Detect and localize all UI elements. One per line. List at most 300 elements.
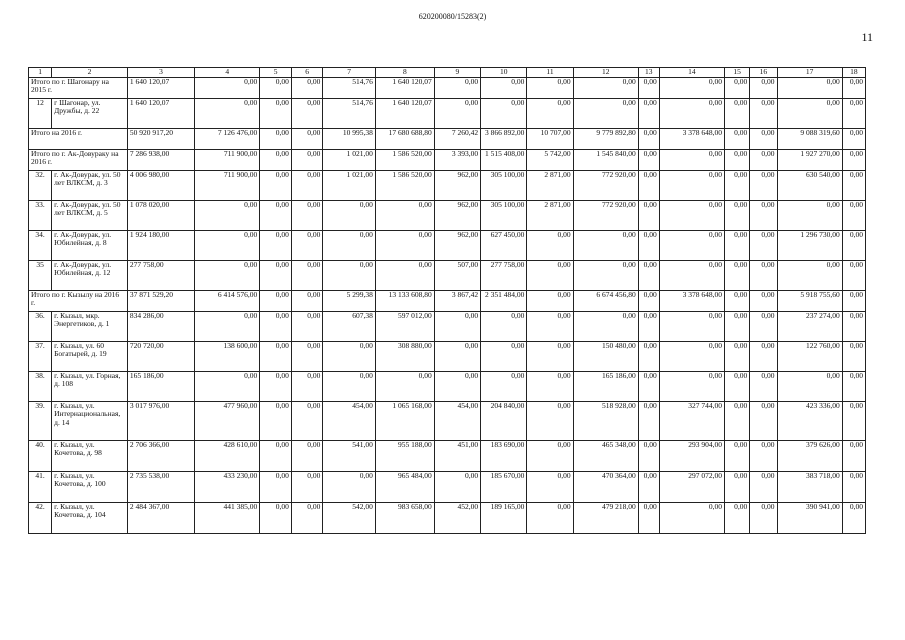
address-cell: г. Ак-Довурак, ул. Юбилейная, д. 8 [52, 230, 128, 260]
table-row [29, 200, 866, 230]
value-cell: 0,00 [750, 371, 777, 401]
row-number: 36. [29, 311, 52, 341]
value-cell: 0,00 [323, 371, 376, 401]
total-label: Итого по г. Ак-Довураку на 2016 г. [29, 149, 128, 170]
value-cell: 0,00 [638, 260, 659, 290]
value-cell: 6 674 456,80 [573, 290, 638, 311]
value-cell: 0,00 [434, 311, 480, 341]
value-cell: 0,00 [291, 471, 323, 502]
value-cell: 962,00 [434, 200, 480, 230]
column-header: 13 [638, 68, 659, 78]
value-cell: 1 640 120,07 [127, 77, 194, 98]
value-cell: 630 540,00 [777, 170, 842, 200]
value-cell: 0,00 [842, 170, 865, 200]
value-cell: 1 586 520,00 [375, 149, 434, 170]
value-cell: 0,00 [750, 401, 777, 440]
value-cell: 3 866 892,00 [481, 128, 527, 149]
value-cell: 3 378 648,00 [659, 290, 724, 311]
value-cell: 0,00 [291, 77, 323, 98]
data-table [28, 67, 866, 534]
address-cell: г. Ак-Довурак, ул. Юбилейная, д. 12 [52, 260, 128, 290]
header-row [29, 68, 866, 78]
value-cell: 1 586 520,00 [375, 170, 434, 200]
value-cell: 0,00 [724, 401, 749, 440]
value-cell: 0,00 [750, 440, 777, 471]
value-cell: 0,00 [291, 149, 323, 170]
value-cell: 470 364,00 [573, 471, 638, 502]
column-header: 12 [573, 68, 638, 78]
value-cell: 0,00 [481, 371, 527, 401]
value-cell: 0,00 [659, 311, 724, 341]
value-cell: 2 871,00 [527, 170, 573, 200]
value-cell: 0,00 [527, 311, 573, 341]
value-cell: 711 900,00 [195, 170, 260, 200]
value-cell: 379 626,00 [777, 440, 842, 471]
value-cell: 0,00 [724, 502, 749, 533]
value-cell: 542,00 [323, 502, 376, 533]
value-cell: 441 385,00 [195, 502, 260, 533]
table-row [29, 230, 866, 260]
value-cell: 0,00 [434, 471, 480, 502]
value-cell: 0,00 [434, 341, 480, 371]
column-header: 9 [434, 68, 480, 78]
value-cell: 3 378 648,00 [659, 128, 724, 149]
value-cell: 479 218,00 [573, 502, 638, 533]
column-header: 17 [777, 68, 842, 78]
value-cell: 0,00 [724, 440, 749, 471]
value-cell: 711 900,00 [195, 149, 260, 170]
total-row [29, 77, 866, 98]
value-cell: 0,00 [638, 77, 659, 98]
value-cell: 0,00 [260, 170, 292, 200]
table-row [29, 170, 866, 200]
value-cell: 5 742,00 [527, 149, 573, 170]
value-cell: 0,00 [638, 98, 659, 128]
value-cell: 3 017 976,00 [127, 401, 194, 440]
value-cell: 465 348,00 [573, 440, 638, 471]
value-cell: 4 006 980,00 [127, 170, 194, 200]
value-cell: 7 260,42 [434, 128, 480, 149]
value-cell: 10 707,00 [527, 128, 573, 149]
column-header: 5 [260, 68, 292, 78]
address-cell: г. Ак-Довурак, ул. 50 лет ВЛКСМ, д. 3 [52, 170, 128, 200]
value-cell: 0,00 [638, 170, 659, 200]
column-header: 7 [323, 68, 376, 78]
value-cell: 0,00 [638, 371, 659, 401]
value-cell: 0,00 [842, 77, 865, 98]
value-cell: 0,00 [527, 341, 573, 371]
address-cell: г. Ак-Довурак, ул. 50 лет ВЛКСМ, д. 5 [52, 200, 128, 230]
value-cell: 451,00 [434, 440, 480, 471]
value-cell: 204 840,00 [481, 401, 527, 440]
row-number: 37. [29, 341, 52, 371]
value-cell: 0,00 [527, 98, 573, 128]
value-cell: 0,00 [260, 440, 292, 471]
value-cell: 0,00 [724, 260, 749, 290]
value-cell: 0,00 [724, 98, 749, 128]
value-cell: 0,00 [573, 98, 638, 128]
value-cell: 0,00 [724, 170, 749, 200]
value-cell: 0,00 [750, 290, 777, 311]
value-cell: 0,00 [527, 77, 573, 98]
value-cell: 2 484 367,00 [127, 502, 194, 533]
column-header: 3 [127, 68, 194, 78]
value-cell: 13 133 608,80 [375, 290, 434, 311]
value-cell: 0,00 [777, 98, 842, 128]
value-cell: 0,00 [724, 128, 749, 149]
value-cell: 0,00 [724, 200, 749, 230]
value-cell: 0,00 [195, 230, 260, 260]
total-row [29, 149, 866, 170]
value-cell: 0,00 [659, 149, 724, 170]
value-cell: 0,00 [375, 230, 434, 260]
value-cell: 2 871,00 [527, 200, 573, 230]
value-cell: 0,00 [481, 311, 527, 341]
table-row [29, 311, 866, 341]
column-header: 10 [481, 68, 527, 78]
value-cell: 0,00 [638, 128, 659, 149]
value-cell: 293 904,00 [659, 440, 724, 471]
value-cell: 0,00 [659, 98, 724, 128]
value-cell: 383 718,00 [777, 471, 842, 502]
value-cell: 0,00 [573, 77, 638, 98]
value-cell: 0,00 [724, 311, 749, 341]
value-cell: 0,00 [842, 290, 865, 311]
value-cell: 0,00 [750, 260, 777, 290]
value-cell: 452,00 [434, 502, 480, 533]
value-cell: 965 484,00 [375, 471, 434, 502]
table-row [29, 260, 866, 290]
value-cell: 0,00 [638, 149, 659, 170]
value-cell: 2 735 538,00 [127, 471, 194, 502]
column-header: 11 [527, 68, 573, 78]
value-cell: 0,00 [724, 77, 749, 98]
value-cell: 0,00 [260, 290, 292, 311]
value-cell: 277 758,00 [127, 260, 194, 290]
value-cell: 0,00 [195, 260, 260, 290]
value-cell: 0,00 [842, 401, 865, 440]
value-cell: 0,00 [195, 371, 260, 401]
value-cell: 0,00 [323, 200, 376, 230]
total-row [29, 290, 866, 311]
value-cell: 597 012,00 [375, 311, 434, 341]
value-cell: 0,00 [638, 471, 659, 502]
value-cell: 0,00 [750, 170, 777, 200]
value-cell: 0,00 [750, 98, 777, 128]
value-cell: 627 450,00 [481, 230, 527, 260]
value-cell: 0,00 [291, 401, 323, 440]
value-cell: 0,00 [260, 230, 292, 260]
value-cell: 0,00 [750, 128, 777, 149]
value-cell: 0,00 [527, 371, 573, 401]
value-cell: 0,00 [750, 502, 777, 533]
value-cell: 9 088 319,60 [777, 128, 842, 149]
value-cell: 0,00 [291, 200, 323, 230]
value-cell: 0,00 [724, 149, 749, 170]
value-cell: 0,00 [842, 371, 865, 401]
value-cell: 0,00 [842, 230, 865, 260]
value-cell: 0,00 [291, 230, 323, 260]
row-number: 34. [29, 230, 52, 260]
value-cell: 3 393,00 [434, 149, 480, 170]
value-cell: 507,00 [434, 260, 480, 290]
column-header: 8 [375, 68, 434, 78]
value-cell: 0,00 [750, 471, 777, 502]
value-cell: 0,00 [842, 149, 865, 170]
value-cell: 0,00 [291, 502, 323, 533]
value-cell: 189 165,00 [481, 502, 527, 533]
table-row [29, 502, 866, 533]
value-cell: 0,00 [291, 440, 323, 471]
value-cell: 0,00 [434, 371, 480, 401]
value-cell: 0,00 [291, 311, 323, 341]
row-number: 41. [29, 471, 52, 502]
value-cell: 0,00 [260, 200, 292, 230]
address-cell: г. Кызыл, мкр. Энергетиков, д. 1 [52, 311, 128, 341]
value-cell: 0,00 [638, 401, 659, 440]
value-cell: 1 296 730,00 [777, 230, 842, 260]
value-cell: 138 600,00 [195, 341, 260, 371]
table-row [29, 341, 866, 371]
value-cell: 0,00 [323, 341, 376, 371]
value-cell: 0,00 [291, 341, 323, 371]
value-cell: 305 100,00 [481, 200, 527, 230]
total-row [29, 128, 866, 149]
value-cell: 237 274,00 [777, 311, 842, 341]
value-cell: 0,00 [724, 341, 749, 371]
table-row [29, 98, 866, 128]
value-cell: 0,00 [195, 77, 260, 98]
value-cell: 277 758,00 [481, 260, 527, 290]
address-cell: г Шагонар, ул. Дружбы, д. 22 [52, 98, 128, 128]
table-row [29, 401, 866, 440]
value-cell: 0,00 [195, 311, 260, 341]
value-cell: 0,00 [260, 502, 292, 533]
value-cell: 50 920 917,20 [127, 128, 194, 149]
value-cell: 0,00 [638, 341, 659, 371]
value-cell: 0,00 [638, 290, 659, 311]
value-cell: 0,00 [260, 77, 292, 98]
value-cell: 0,00 [842, 311, 865, 341]
value-cell: 0,00 [842, 200, 865, 230]
value-cell: 0,00 [527, 290, 573, 311]
value-cell: 0,00 [842, 98, 865, 128]
value-cell: 0,00 [573, 260, 638, 290]
column-header: 16 [750, 68, 777, 78]
value-cell: 955 188,00 [375, 440, 434, 471]
value-cell: 0,00 [842, 128, 865, 149]
address-cell: г. Кызыл, ул. Кочетова, д. 104 [52, 502, 128, 533]
value-cell: 0,00 [659, 260, 724, 290]
value-cell: 834 286,00 [127, 311, 194, 341]
value-cell: 0,00 [777, 200, 842, 230]
value-cell: 0,00 [260, 128, 292, 149]
value-cell: 0,00 [659, 502, 724, 533]
value-cell: 1 065 168,00 [375, 401, 434, 440]
value-cell: 0,00 [659, 371, 724, 401]
row-number: 32. [29, 170, 52, 200]
value-cell: 0,00 [638, 200, 659, 230]
value-cell: 165 186,00 [127, 371, 194, 401]
value-cell: 0,00 [323, 260, 376, 290]
value-cell: 0,00 [527, 260, 573, 290]
column-header: 1 [29, 68, 52, 78]
value-cell: 962,00 [434, 170, 480, 200]
row-number: 39. [29, 401, 52, 440]
value-cell: 1 640 120,07 [127, 98, 194, 128]
value-cell: 37 871 529,20 [127, 290, 194, 311]
value-cell: 433 230,00 [195, 471, 260, 502]
value-cell: 0,00 [291, 170, 323, 200]
value-cell: 0,00 [527, 401, 573, 440]
value-cell: 0,00 [638, 230, 659, 260]
value-cell: 1 021,00 [323, 149, 376, 170]
value-cell: 983 658,00 [375, 502, 434, 533]
value-cell: 0,00 [659, 230, 724, 260]
table-row [29, 440, 866, 471]
value-cell: 5 918 755,60 [777, 290, 842, 311]
value-cell: 183 690,00 [481, 440, 527, 471]
total-label: Итого на 2016 г. [29, 128, 128, 149]
value-cell: 0,00 [434, 98, 480, 128]
value-cell: 0,00 [260, 149, 292, 170]
value-cell: 0,00 [750, 149, 777, 170]
table-row [29, 471, 866, 502]
value-cell: 0,00 [195, 98, 260, 128]
value-cell: 0,00 [777, 260, 842, 290]
value-cell: 305 100,00 [481, 170, 527, 200]
address-cell: г. Кызыл, ул. 60 Богатырей, д. 19 [52, 341, 128, 371]
row-number: 42. [29, 502, 52, 533]
value-cell: 514,76 [323, 77, 376, 98]
value-cell: 514,76 [323, 98, 376, 128]
column-header: 4 [195, 68, 260, 78]
column-header: 14 [659, 68, 724, 78]
value-cell: 0,00 [842, 502, 865, 533]
value-cell: 0,00 [638, 502, 659, 533]
value-cell: 2 706 366,00 [127, 440, 194, 471]
value-cell: 9 779 892,80 [573, 128, 638, 149]
row-number: 33. [29, 200, 52, 230]
address-cell: г. Кызыл, ул. Горная, д. 108 [52, 371, 128, 401]
value-cell: 2 351 484,00 [481, 290, 527, 311]
value-cell: 423 336,00 [777, 401, 842, 440]
value-cell: 0,00 [291, 260, 323, 290]
value-cell: 454,00 [323, 401, 376, 440]
value-cell: 0,00 [750, 230, 777, 260]
value-cell: 1 545 840,00 [573, 149, 638, 170]
value-cell: 454,00 [434, 401, 480, 440]
column-header: 2 [52, 68, 128, 78]
value-cell: 0,00 [638, 311, 659, 341]
column-header: 15 [724, 68, 749, 78]
value-cell: 0,00 [481, 341, 527, 371]
value-cell: 1 640 120,07 [375, 98, 434, 128]
value-cell: 185 670,00 [481, 471, 527, 502]
value-cell: 150 480,00 [573, 341, 638, 371]
value-cell: 1 640 120,07 [375, 77, 434, 98]
value-cell: 3 867,42 [434, 290, 480, 311]
value-cell: 772 920,00 [573, 200, 638, 230]
value-cell: 0,00 [291, 128, 323, 149]
value-cell: 0,00 [291, 290, 323, 311]
value-cell: 297 072,00 [659, 471, 724, 502]
value-cell: 0,00 [527, 440, 573, 471]
value-cell: 0,00 [750, 311, 777, 341]
value-cell: 0,00 [842, 260, 865, 290]
value-cell: 17 680 688,80 [375, 128, 434, 149]
value-cell: 1 021,00 [323, 170, 376, 200]
value-cell: 10 995,38 [323, 128, 376, 149]
address-cell: г. Кызыл, ул. Интернациональная, д. 14 [52, 401, 128, 440]
value-cell: 390 941,00 [777, 502, 842, 533]
value-cell: 477 960,00 [195, 401, 260, 440]
value-cell: 1 924 180,00 [127, 230, 194, 260]
value-cell: 0,00 [291, 371, 323, 401]
value-cell: 0,00 [260, 260, 292, 290]
value-cell: 0,00 [481, 77, 527, 98]
value-cell: 0,00 [375, 200, 434, 230]
value-cell: 0,00 [659, 341, 724, 371]
value-cell: 0,00 [481, 98, 527, 128]
column-header: 18 [842, 68, 865, 78]
row-number: 12 [29, 98, 52, 128]
value-cell: 0,00 [638, 440, 659, 471]
total-label: Итого по г. Кызылу на 2016 г. [29, 290, 128, 311]
value-cell: 0,00 [842, 440, 865, 471]
value-cell: 0,00 [375, 371, 434, 401]
value-cell: 0,00 [195, 200, 260, 230]
value-cell: 0,00 [724, 371, 749, 401]
row-number: 35 [29, 260, 52, 290]
row-number: 38. [29, 371, 52, 401]
value-cell: 0,00 [260, 401, 292, 440]
value-cell: 0,00 [659, 170, 724, 200]
value-cell: 0,00 [260, 311, 292, 341]
value-cell: 0,00 [527, 230, 573, 260]
value-cell: 0,00 [323, 230, 376, 260]
value-cell: 720 720,00 [127, 341, 194, 371]
value-cell: 0,00 [573, 230, 638, 260]
value-cell: 0,00 [527, 502, 573, 533]
value-cell: 6 414 576,00 [195, 290, 260, 311]
value-cell: 0,00 [724, 471, 749, 502]
value-cell: 0,00 [750, 77, 777, 98]
value-cell: 0,00 [724, 290, 749, 311]
value-cell: 0,00 [291, 98, 323, 128]
row-number: 40. [29, 440, 52, 471]
value-cell: 0,00 [323, 471, 376, 502]
value-cell: 0,00 [659, 200, 724, 230]
value-cell: 0,00 [375, 260, 434, 290]
value-cell: 0,00 [260, 98, 292, 128]
value-cell: 607,38 [323, 311, 376, 341]
table-row [29, 371, 866, 401]
value-cell: 0,00 [527, 471, 573, 502]
value-cell: 0,00 [777, 77, 842, 98]
value-cell: 0,00 [777, 371, 842, 401]
value-cell: 1 078 020,00 [127, 200, 194, 230]
value-cell: 7 126 476,00 [195, 128, 260, 149]
value-cell: 772 920,00 [573, 170, 638, 200]
value-cell: 0,00 [260, 371, 292, 401]
value-cell: 122 760,00 [777, 341, 842, 371]
total-label: Итого по г. Шагонару на 2015 г. [29, 77, 128, 98]
value-cell: 5 299,38 [323, 290, 376, 311]
value-cell: 0,00 [659, 77, 724, 98]
value-cell: 327 744,00 [659, 401, 724, 440]
value-cell: 0,00 [724, 230, 749, 260]
